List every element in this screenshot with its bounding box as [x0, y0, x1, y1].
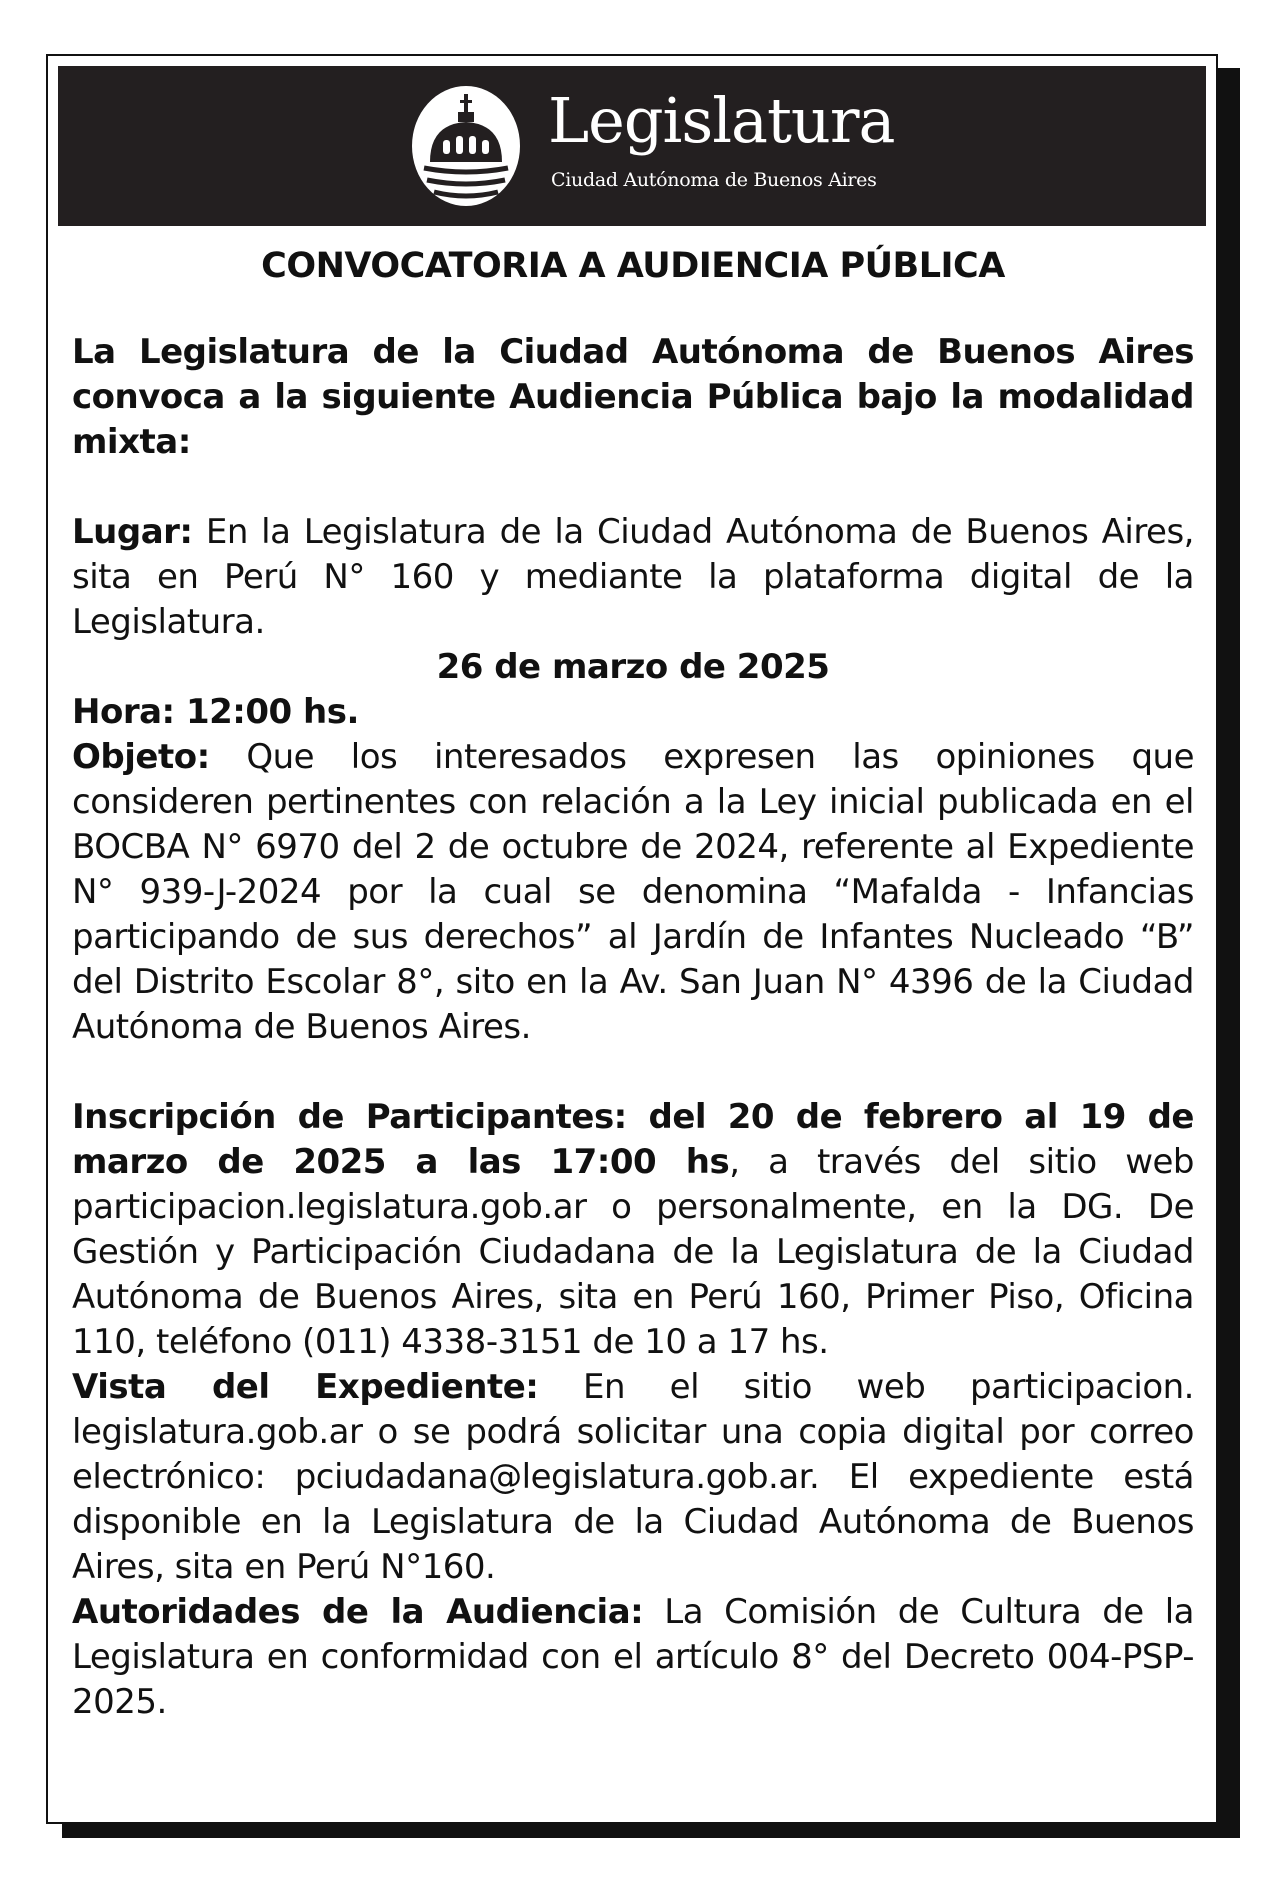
inscripcion-paragraph	[72, 1095, 1194, 1365]
intro-paragraph: La Legislatura de la Ciudad Autónoma de Buenos Aires convoca a la siguiente Audiencia Pública bajo la modalidad mixta:	[72, 332, 1194, 462]
brand-subtitle: Ciudad Autónoma de Buenos Aires	[551, 169, 877, 191]
notice-title: CONVOCATORIA A AUDIENCIA PÚBLICA	[261, 246, 1005, 286]
lugar-paragraph	[72, 510, 1194, 645]
brand-name: Legislatura	[548, 84, 895, 157]
inscripcion-text: , a través del sitio web participacion.legislatura.gob.ar o personalmente, en la DG. De Gestión y Participación Ciudadana de la Legislatura de la Ciudad Autónoma de Buenos Aires, sita en Perú 160, Primer Piso, Oficina 110, teléfono (011) 4338-3151 de 10 a 17 hs.	[72, 1142, 1195, 1362]
autoridades-text: La Comisión de Cultura de la Legislatura en conformidad con el artículo 8° del Decreto 004-PSP-2025.	[72, 1592, 1194, 1722]
vista-paragraph	[72, 1365, 1194, 1590]
hearing-time-text: Hora: 12:00 hs.	[72, 692, 359, 732]
autoridades-paragraph	[72, 1590, 1194, 1725]
vista-label: Vista del Expediente:	[72, 1367, 539, 1407]
hearing-date: 26 de marzo de 2025	[436, 647, 830, 687]
objeto-text: Que los interesados expresen las opiniones que consideren pertinentes con relación a la Ley inicial publicada en el BOCBA N° 6970 del 2 de octubre de 2024, referente al Expediente N° 939-J-2024 por la cual se denomina “Mafalda - Infancias participando de sus derechos” al Jardín de Infantes Nucleado “B” del Distrito Escolar 8°, sito en la Av. San Juan N° 4396 de la Ciudad Autónoma de Buenos Aires.	[72, 737, 1194, 1047]
hearing-time	[72, 690, 1194, 735]
autoridades-label: Autoridades de la Audiencia:	[72, 1592, 644, 1632]
vista-text: En el sitio web participacion. legislatura.gob.ar o se podrá solicitar una copia digital por correo electrónico: pciudadana@legislatura.gob.ar. El expediente está disponible en la Legislatura de la Ciudad Autónoma de Buenos Aires, sita en Perú N°160.	[72, 1367, 1194, 1587]
objeto-label: Objeto:	[72, 737, 210, 777]
inscripcion-label: Inscripción de Participantes: del 20 de febrero al 19 de marzo de 2025 a las 17:00 hs	[72, 1097, 1194, 1182]
dome-logo-icon	[410, 84, 522, 208]
header-banner	[58, 66, 1206, 226]
lugar-label: Lugar:	[72, 512, 193, 552]
notice-content	[72, 244, 1194, 1725]
objeto-paragraph	[72, 735, 1194, 1050]
lugar-text: En la Legislatura de la Ciudad Autónoma de Buenos Aires, sita en Perú N° 160 y mediante la plataforma digital de la Legislatura.	[72, 512, 1194, 642]
public-hearing-notice	[46, 54, 1218, 1824]
